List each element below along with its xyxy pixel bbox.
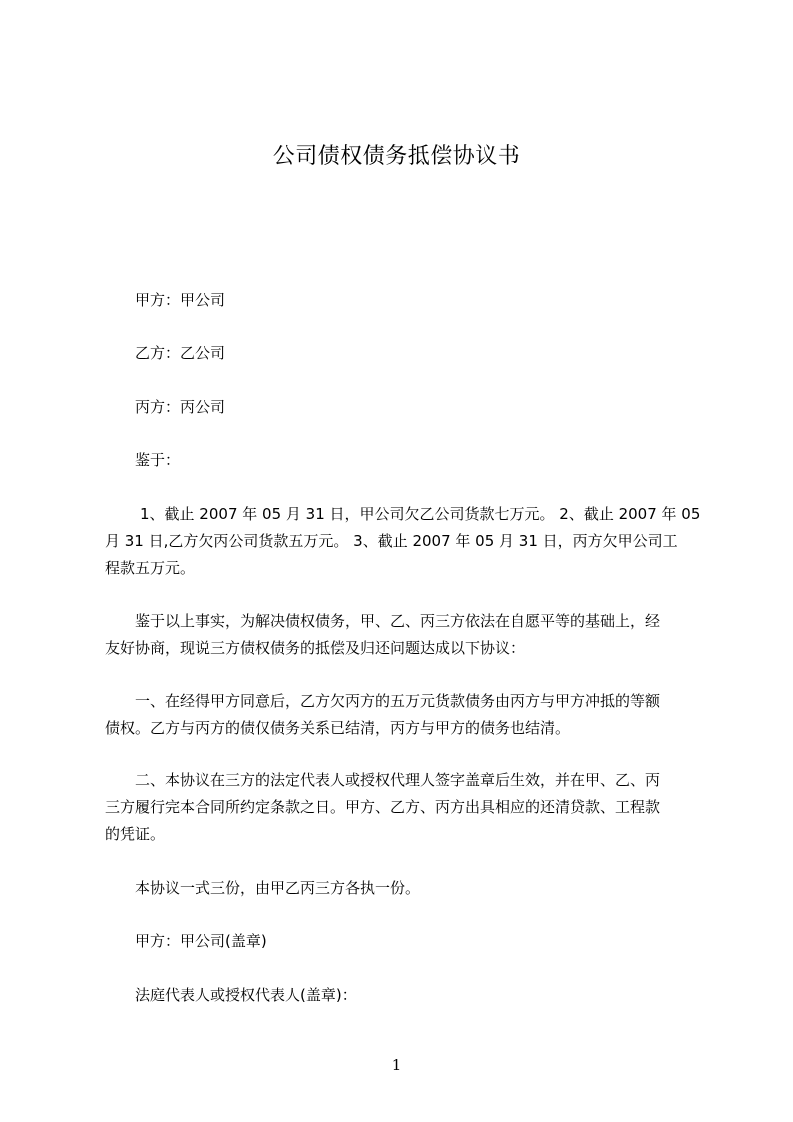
clause-2-line-3: 的凭证。 bbox=[105, 825, 166, 843]
facts-line-3: 程款五万元。 bbox=[105, 559, 196, 577]
page-number: 1 bbox=[391, 1056, 402, 1074]
intro-line-2: 友好协商，现说三方债权债务的抵偿及归还问题达成以下协议： bbox=[105, 639, 526, 657]
party-a: 甲方：甲公司 bbox=[135, 291, 226, 309]
clause-2-line-2: 三方履行完本合同所约定条款之日。甲方、乙方、丙方出具相应的还清贷款、工程款 bbox=[105, 798, 661, 816]
whereas-heading: 鉴于： bbox=[135, 451, 181, 469]
party-c: 丙方：丙公司 bbox=[135, 398, 226, 416]
copies-statement: 本协议一式三份，由甲乙丙三方各执一份。 bbox=[135, 879, 421, 897]
clause-1-line-1: 一、在经得甲方同意后，乙方欠丙方的五万元货款债务由丙方与甲方冲抵的等额 bbox=[135, 692, 661, 710]
intro-line-1: 鉴于以上事实，为解决债权债务，甲、乙、丙三方依法在自愿平等的基础上，经 bbox=[135, 612, 661, 630]
document-title: 公司债权债务抵偿协议书 bbox=[272, 144, 521, 169]
signature-representative: 法庭代表人或授权代表人(盖章)： bbox=[135, 986, 357, 1004]
facts-line-2: 月 31 日,乙方欠丙公司货款五万元。 3、截止 2007 年 05 月 31 日，丙方欠甲公司工 bbox=[105, 532, 678, 550]
party-b: 乙方：乙公司 bbox=[135, 344, 226, 362]
facts-line-1: 1、截止 2007 年 05 月 31 日，甲公司欠乙公司货款七万元。 2、截止 2007 年 05 bbox=[140, 505, 701, 523]
clause-1-line-2: 债权。乙方与丙方的债仅债务关系已结清，丙方与甲方的债务也结清。 bbox=[105, 719, 571, 737]
signature-party-a: 甲方：甲公司(盖章) bbox=[135, 932, 267, 950]
clause-2-line-1: 二、本协议在三方的法定代表人或授权代理人签字盖章后生效，并在甲、乙、丙 bbox=[135, 771, 661, 789]
